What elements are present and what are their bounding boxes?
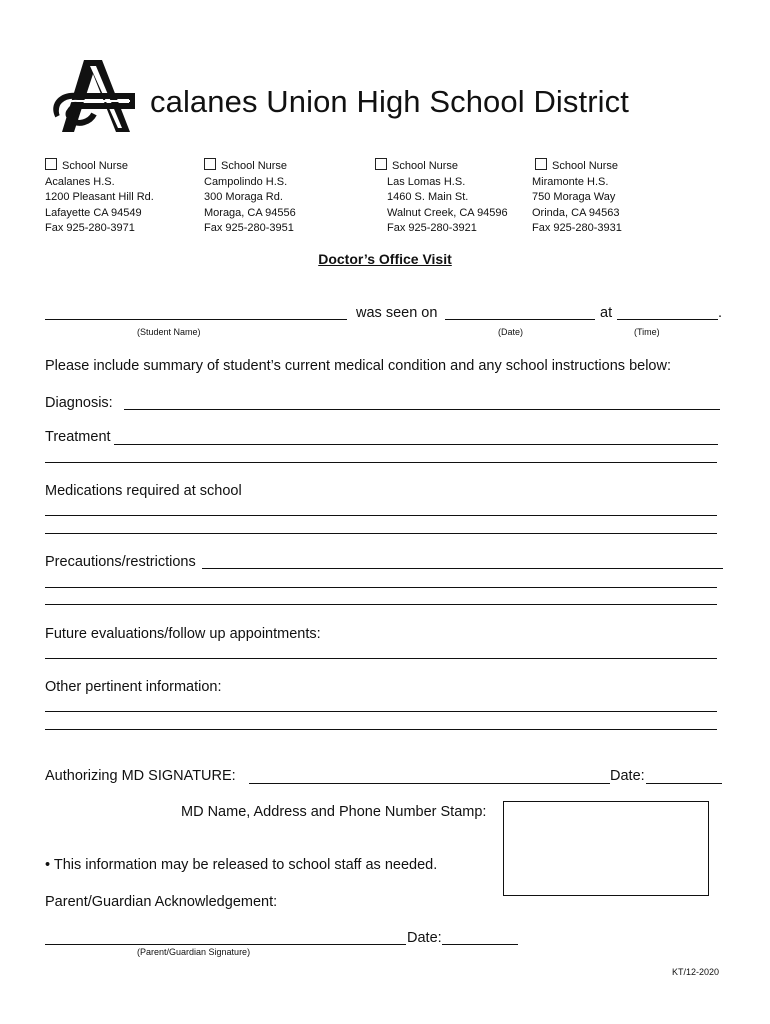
- parent-date-label: Date:: [407, 930, 442, 946]
- school-column-acalanes: [45, 158, 154, 237]
- instructions-text: Please include summary of student’s current medical condition and any school instructions below:: [45, 358, 671, 374]
- md-date-line: [646, 783, 722, 784]
- md-signature-label: Authorizing MD SIGNATURE:: [45, 768, 236, 784]
- school-column-miramonte: [532, 158, 622, 237]
- precautions-line-1: [202, 568, 723, 569]
- school-nurse-label: School Nurse: [62, 160, 129, 172]
- parent-date-field[interactable]: [442, 928, 518, 944]
- diagnosis-line: [124, 409, 720, 410]
- school-street: 1460 S. Main St.: [387, 191, 469, 203]
- other-info-line-2: [45, 729, 717, 730]
- medications-label: Medications required at school: [45, 483, 242, 499]
- future-evaluations-label: Future evaluations/follow up appointments:: [45, 626, 321, 642]
- school-nurse-checkbox-las-lomas[interactable]: [375, 158, 387, 170]
- precautions-line-3: [45, 604, 717, 605]
- school-nurse-label: School Nurse: [221, 160, 288, 172]
- school-name: Campolindo H.S.: [204, 175, 288, 188]
- visit-time-field[interactable]: [617, 303, 718, 319]
- school-city: Orinda, CA 94563: [532, 206, 620, 219]
- md-signature-line: [249, 783, 610, 784]
- school-fax: Fax 925-280-3931: [532, 222, 622, 234]
- student-name-field[interactable]: [45, 303, 347, 319]
- parent-date-line: [442, 944, 518, 945]
- future-evaluations-field[interactable]: [45, 642, 717, 658]
- stamp-label: MD Name, Address and Phone Number Stamp:: [181, 804, 487, 820]
- school-nurse-label: School Nurse: [392, 160, 459, 172]
- school-street: 300 Moraga Rd.: [204, 191, 283, 203]
- school-fax: Fax 925-280-3971: [45, 222, 135, 234]
- school-fax: Fax 925-280-3951: [204, 222, 294, 234]
- school-column-las-lomas: [375, 158, 508, 237]
- form-title: Doctor’s Office Visit: [318, 251, 452, 267]
- time-caption: (Time): [634, 327, 660, 337]
- treatment-line-2: [45, 462, 717, 463]
- diagnosis-field[interactable]: [124, 393, 720, 409]
- precautions-field[interactable]: [202, 552, 723, 568]
- was-seen-on-label: was seen on: [356, 305, 438, 321]
- visit-time-line: [617, 319, 718, 320]
- period-mark: .: [718, 305, 723, 321]
- school-nurse-checkbox-acalanes[interactable]: [45, 158, 57, 170]
- parent-signature-line: [45, 944, 406, 945]
- school-city: Moraga, CA 94556: [204, 206, 296, 219]
- student-name-line: [45, 319, 347, 320]
- medications-line-2: [45, 533, 717, 534]
- school-nurse-checkbox-campolindo[interactable]: [204, 158, 216, 170]
- md-date-field[interactable]: [646, 767, 722, 783]
- district-logo-a-icon: [50, 56, 140, 146]
- school-nurse-label: School Nurse: [552, 160, 619, 172]
- other-info-line-1: [45, 711, 717, 712]
- treatment-field[interactable]: [114, 428, 718, 444]
- school-name: Acalanes H.S.: [45, 175, 115, 188]
- md-stamp-box[interactable]: [503, 801, 709, 896]
- at-label: at: [600, 305, 613, 321]
- release-note: • This information may be released to school staff as needed.: [45, 857, 438, 873]
- other-info-field[interactable]: [45, 695, 717, 711]
- school-name: Las Lomas H.S.: [387, 175, 466, 188]
- parent-signature-caption: (Parent/Guardian Signature): [137, 947, 251, 957]
- date-caption: (Date): [498, 327, 524, 337]
- future-evaluations-line: [45, 658, 717, 659]
- school-street: 750 Moraga Way: [532, 191, 616, 203]
- other-info-label: Other pertinent information:: [45, 679, 222, 695]
- district-name: calanes Union High School District: [150, 84, 629, 119]
- visit-date-field[interactable]: [445, 303, 595, 319]
- school-nurse-checkbox-miramonte[interactable]: [535, 158, 547, 170]
- school-city: Lafayette CA 94549: [45, 206, 142, 219]
- treatment-label: Treatment: [45, 429, 111, 445]
- student-name-caption: (Student Name): [137, 327, 201, 337]
- precautions-line-2: [45, 587, 717, 588]
- school-name: Miramonte H.S.: [532, 175, 609, 188]
- medications-line-1: [45, 515, 717, 516]
- parent-signature-field[interactable]: [45, 928, 406, 944]
- form-code: KT/12-2020: [672, 967, 720, 977]
- medications-field[interactable]: [45, 499, 717, 515]
- school-fax: Fax 925-280-3921: [387, 222, 477, 234]
- visit-date-line: [445, 319, 595, 320]
- treatment-line-1: [114, 444, 718, 445]
- md-date-label: Date:: [610, 768, 645, 784]
- school-street: 1200 Pleasant Hill Rd.: [45, 191, 154, 203]
- school-city: Walnut Creek, CA 94596: [387, 206, 508, 219]
- parent-acknowledgement-label: Parent/Guardian Acknowledgement:: [45, 894, 278, 910]
- school-column-campolindo: [204, 158, 296, 237]
- diagnosis-label: Diagnosis:: [45, 395, 113, 411]
- precautions-label: Precautions/restrictions: [45, 554, 196, 570]
- md-signature-field[interactable]: [249, 767, 610, 783]
